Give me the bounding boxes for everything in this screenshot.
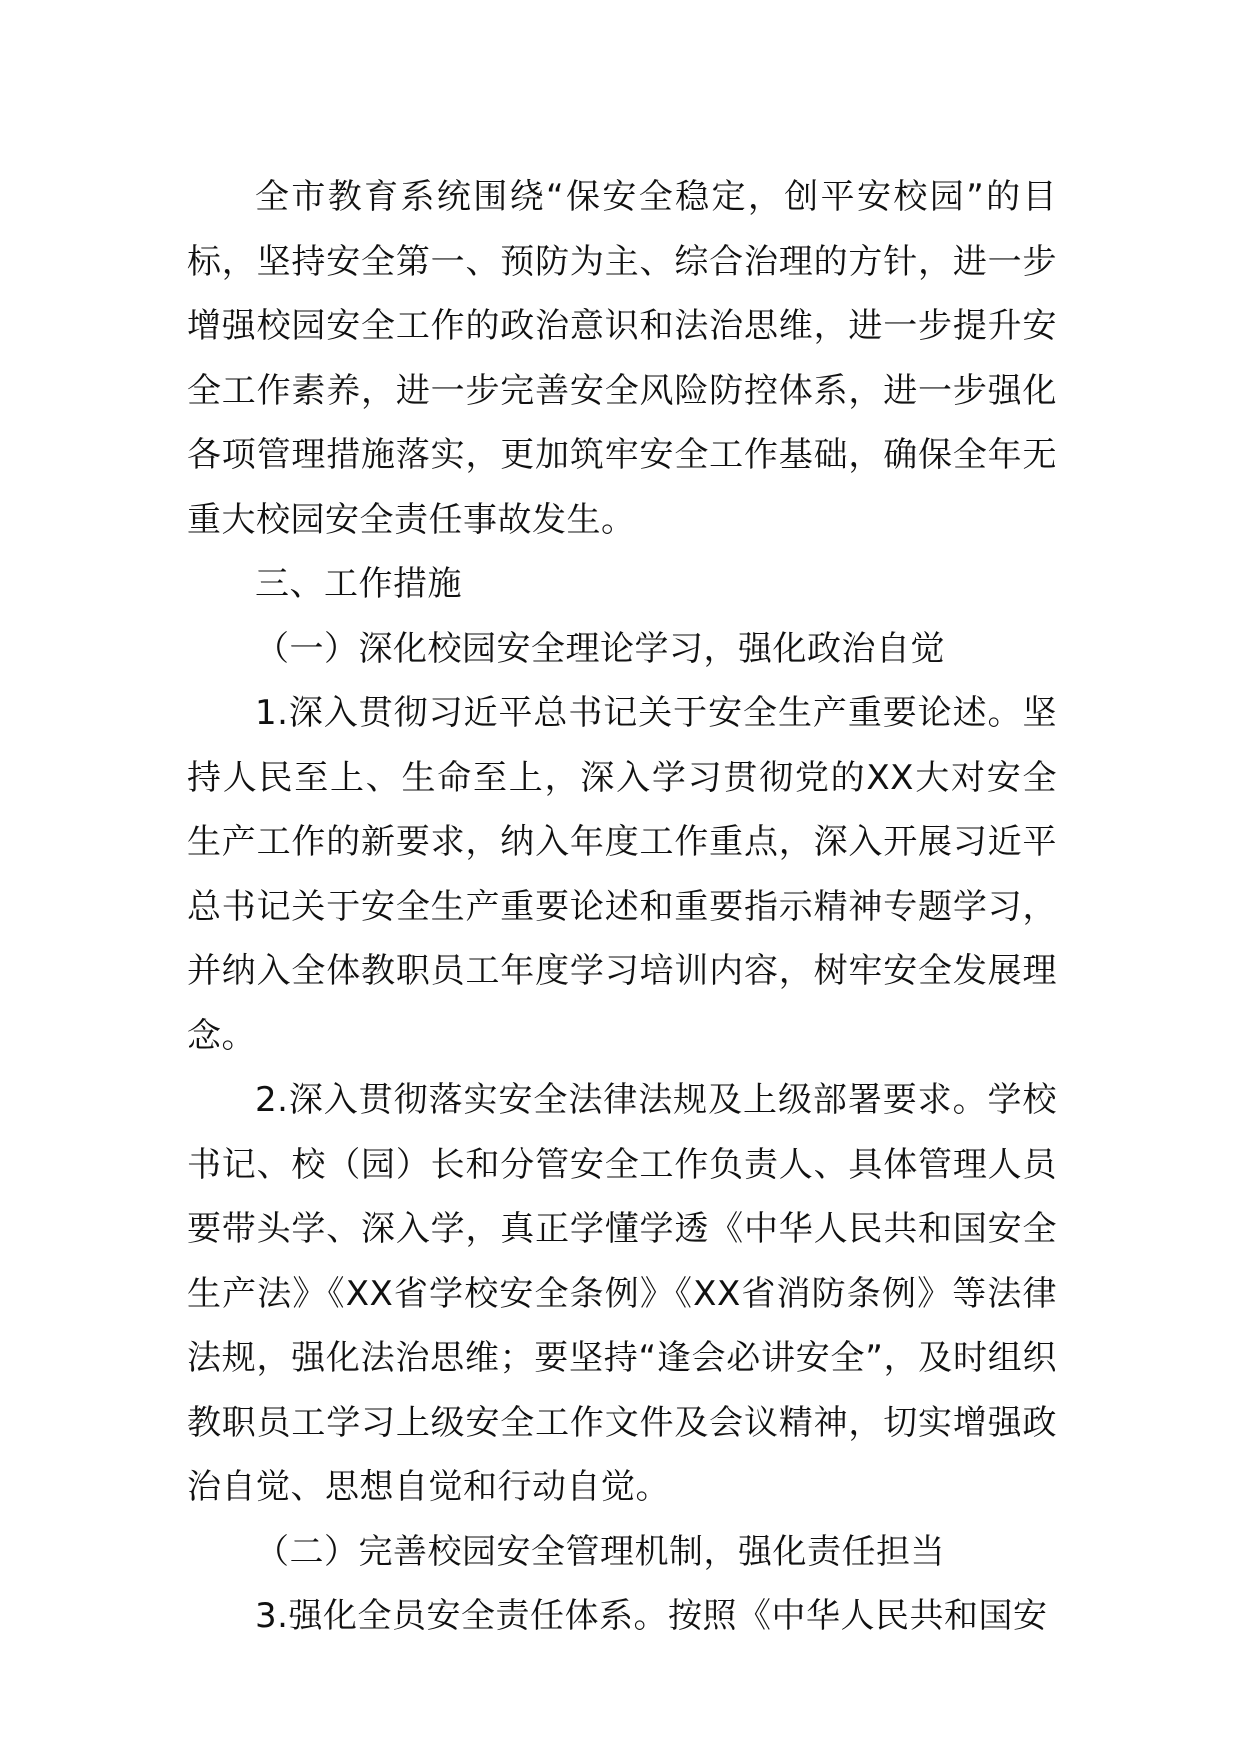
subsection-heading-1: （一）深化校园安全理论学习，强化政治自觉 bbox=[255, 628, 945, 669]
paragraph-item-1: 1.深入贯彻习近平总书记关于安全生产重要论述。坚持人民至上、生命至上，深入学习贯彻党的XX大对安全生产工作的新要求，纳入年度工作重点，深入开展习近平总书记关于安全生产重要论述和重要指示精神专题学习，并纳入全体教职员工年度学习培训内容，树牢安全发展理念。 bbox=[187, 693, 1057, 1056]
paragraph-item-3: 3.强化全员安全责任体系。按照《中华人民共和国安 bbox=[255, 1596, 1048, 1636]
paragraph-item-2: 2.深入贯彻落实安全法律法规及上级部署要求。学校书记、校（园）长和分管安全工作负责人、具体管理人员要带头学、深入学，真正学懂学透《中华人民共和国安全生产法》《XX省学校安全条例》《XX省消防条例》等法律法规，强化法治思维；要坚持“逢会必讲安全”，及时组织教职员工学习上级安全工作文件及会议精神，切实增强政治自觉、思想自觉和行动自觉。 bbox=[187, 1080, 1057, 1507]
document-body bbox=[187, 165, 1057, 1649]
section-heading-measures: 三、工作措施 bbox=[255, 564, 462, 604]
subsection-heading-2: （二）完善校园安全管理机制，强化责任担当 bbox=[255, 1531, 945, 1572]
paragraph-goal: 全市教育系统围绕“保安全稳定，创平安校园”的目标，坚持安全第一、预防为主、综合治理的方针，进一步增强校园安全工作的政治意识和法治思维，进一步提升安全工作素养，进一步完善安全风险防控体系，进一步强化各项管理措施落实，更加筑牢安全工作基础，确保全年无重大校园安全责任事故发生。 bbox=[187, 177, 1057, 540]
